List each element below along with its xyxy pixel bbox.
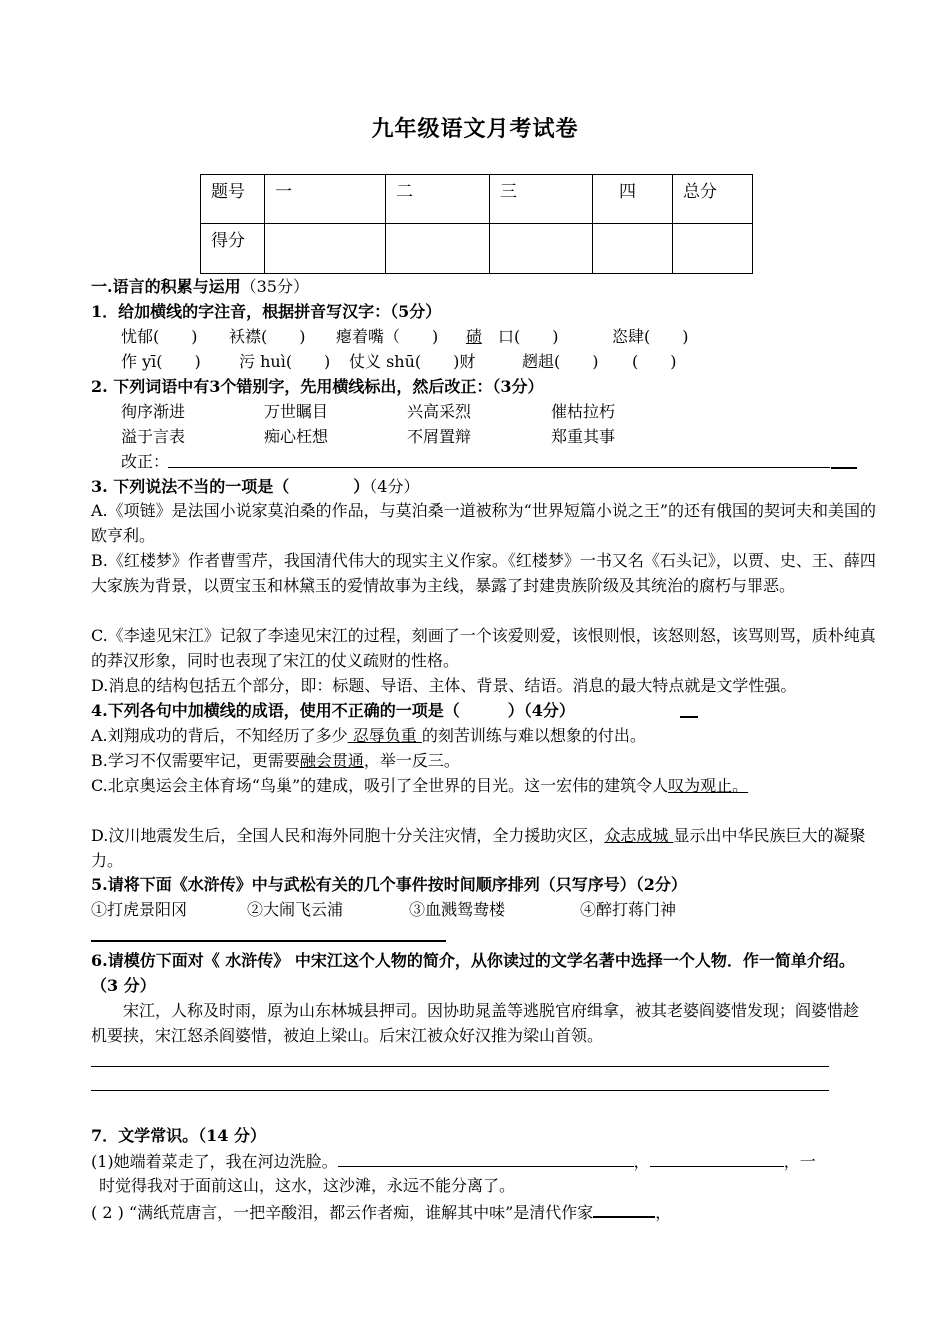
underlined-idiom: 众志成城 bbox=[604, 826, 674, 845]
question-7-prompt: 7．文学常识。（14 分） bbox=[91, 1126, 266, 1145]
table-cell[interactable] bbox=[490, 224, 593, 274]
table-cell[interactable] bbox=[593, 224, 673, 274]
option-text: C.北京奥运会主体育场“鸟巢”的建成，吸引了全世界的目光。这一宏伟的建筑令人 bbox=[91, 776, 669, 795]
fill-blank[interactable] bbox=[338, 1150, 634, 1167]
question-7-part1-cont: 时觉得我对于面前这山，这水，这沙滩，永远不能分离了。 bbox=[99, 1176, 516, 1195]
question-5-items bbox=[91, 899, 676, 921]
pinyin-item: 趔趄( ) bbox=[522, 352, 599, 371]
option-text: D.汶川地震发生后，全国人民和海外同胞十分关注灾情，全力援助灾区， bbox=[91, 826, 605, 845]
word-item: 兴高采烈 bbox=[407, 402, 472, 421]
underlined-idiom: 融会贯通 bbox=[299, 751, 364, 770]
part-text: ，一 bbox=[783, 1152, 816, 1171]
word-item: 万世瞩目 bbox=[264, 402, 329, 421]
pinyin-item: 仗义 shū( )财 bbox=[349, 352, 476, 371]
answer-line[interactable] bbox=[91, 940, 446, 942]
table-cell: 一 bbox=[265, 175, 386, 224]
question-7-part2 bbox=[91, 1200, 671, 1224]
option-d: D.消息的结构包括五个部分，即：标题、导语、主体、背景、结语。消息的最大特点就是文学性强。 bbox=[91, 676, 797, 695]
word-item: 催枯拉朽 bbox=[551, 402, 616, 421]
section-heading bbox=[91, 276, 309, 298]
part-text: ( 2 ) “满纸荒唐言，一把辛酸泪，都云作者痴，谁解其中味”是清代作家 bbox=[91, 1203, 594, 1222]
option-c: C.《李逵见宋江》记叙了李逵见宋江的过程，刻画了一个该爱则爱，该恨则恨，该怒则怒，该骂则骂，质朴纯真的莽汉形象，同时也表现了宋江的仗义疏财的性格。 bbox=[91, 626, 876, 670]
option-d bbox=[91, 823, 876, 873]
question-1-prompt: 1．给加横线的字注音，根据拼音写汉字：（5分） bbox=[91, 302, 442, 321]
question-3-text: 3. 下列说法不当的一项是（ ） bbox=[91, 477, 370, 496]
option-text: A.刘翔成功的背后，不知经历了多少 bbox=[91, 726, 348, 745]
word-item: 溢于言表 bbox=[121, 427, 186, 446]
table-cell[interactable] bbox=[386, 224, 490, 274]
question-7-part1 bbox=[91, 1150, 816, 1173]
fill-blank[interactable] bbox=[650, 1150, 784, 1167]
question-3-prompt bbox=[91, 476, 419, 498]
option-b bbox=[91, 748, 876, 773]
table-cell: 四 bbox=[593, 175, 673, 224]
pinyin-item: 恣肆( ) bbox=[612, 327, 689, 346]
table-cell: 三 bbox=[490, 175, 593, 224]
question-2-prompt: 2. 下列词语中有3个错别字，先用横线标出，然后改正：（3分） bbox=[91, 377, 544, 396]
correction-answer-line[interactable] bbox=[168, 467, 830, 468]
answer-line[interactable] bbox=[91, 1066, 829, 1067]
event-item: ④醉打蒋门神 bbox=[580, 900, 677, 919]
answer-line[interactable] bbox=[91, 1090, 829, 1091]
table-row bbox=[201, 224, 753, 274]
table-cell: 得分 bbox=[201, 224, 265, 274]
option-text: B.学习不仅需要牢记，更需要 bbox=[91, 751, 300, 770]
pinyin-item: ( ) bbox=[632, 352, 677, 371]
underlined-idiom: 忍辱负重 bbox=[347, 726, 422, 745]
option-b: B.《红楼梦》作者曹雪芹，我国清代伟大的现实主义作家。《红楼梦》一书又名《石头记》，以贾、史、王、薛四大家族为背景，以贾宝玉和林黛玉的爱情故事为主线，暴露了封建贵族阶级及其统治的腐朽与罪恶。 bbox=[91, 551, 876, 595]
table-row bbox=[201, 175, 753, 224]
option-text: 的刻苦训练与难以想象的付出。 bbox=[421, 726, 646, 745]
pinyin-item: 瘪着嘴（ ) bbox=[336, 327, 439, 346]
word-item: 不屑置辩 bbox=[407, 427, 472, 446]
table-cell: 总分 bbox=[673, 175, 753, 224]
event-item: ①打虎景阳冈 bbox=[91, 900, 188, 919]
event-item: ②大闹飞云浦 bbox=[247, 900, 344, 919]
question-2-row1 bbox=[121, 401, 615, 423]
question-6-passage: 宋江，人称及时雨，原为山东林城县押司。因协助晁盖等逃脱官府缉拿，被其老婆阎婆惜发现；阎婆惜趁机要挟，宋江怒杀阎婆惜，被迫上梁山。后宋江被众好汉推为梁山首领。 bbox=[91, 1001, 860, 1045]
option-c bbox=[91, 773, 876, 798]
section-heading-text: 一.语言的积累与运用 bbox=[91, 277, 241, 296]
question-2-row2 bbox=[121, 426, 615, 448]
correction-answer-line-end bbox=[831, 467, 857, 469]
pinyin-item: 污 huì( ) bbox=[239, 352, 331, 371]
question-4-prompt: 4.下列各句中加横线的成语，使用不正确的一项是（ ）（4分） bbox=[91, 701, 575, 720]
underlined-idiom: 叹为观止。 bbox=[668, 776, 749, 795]
table-cell[interactable] bbox=[265, 224, 386, 274]
fill-blank[interactable] bbox=[593, 1200, 655, 1218]
option-a bbox=[91, 723, 876, 748]
correction-label: 改正： bbox=[121, 452, 170, 471]
table-cell: 二 bbox=[386, 175, 490, 224]
score-table bbox=[200, 174, 753, 274]
question-1-line1 bbox=[121, 326, 689, 348]
table-cell[interactable] bbox=[673, 224, 753, 274]
question-6-prompt: 6.请模仿下面对《 水浒传》 中宋江这个人物的简介，从你读过的文学名著中选择一个人物．作一简单介绍。（3 分） bbox=[91, 951, 855, 995]
mark-glyph bbox=[680, 716, 698, 718]
part-text: ， bbox=[655, 1203, 672, 1222]
pinyin-item: 碛 bbox=[466, 327, 483, 346]
question-1-line2 bbox=[121, 351, 677, 373]
option-text: ，举一反三。 bbox=[363, 751, 460, 770]
part-text: (1)她端着菜走了，我在河边洗脸。 bbox=[91, 1152, 338, 1171]
word-item: 徇序渐进 bbox=[121, 402, 186, 421]
page-title: 九年级语文月考试卷 bbox=[371, 116, 579, 142]
pinyin-item: 忧郁( ) bbox=[121, 327, 198, 346]
question-3-score: （4分） bbox=[369, 477, 420, 496]
section-heading-score: （35分） bbox=[240, 277, 309, 296]
pinyin-item: 口( ) bbox=[498, 327, 559, 346]
part-text: ， bbox=[633, 1152, 650, 1171]
pinyin-item: 作 yī( ) bbox=[121, 352, 201, 371]
option-a: A.《项链》是法国小说家莫泊桑的作品，与莫泊桑一道被称为“世界短篇小说之王”的还有俄国的契诃夫和美国的欧亨利。 bbox=[91, 501, 877, 545]
table-cell: 题号 bbox=[201, 175, 265, 224]
event-item: ③血溅鸳鸯楼 bbox=[409, 900, 506, 919]
word-item: 郑重其事 bbox=[551, 427, 616, 446]
option-text: 显示出中华民族巨大的凝聚力。 bbox=[91, 826, 866, 870]
word-item: 痴心枉想 bbox=[264, 427, 329, 446]
pinyin-item: 袄襟( ) bbox=[229, 327, 306, 346]
question-5-prompt: 5.请将下面《水浒传》中与武松有关的几个事件按时间顺序排列（只写序号）（2分） bbox=[91, 875, 687, 894]
